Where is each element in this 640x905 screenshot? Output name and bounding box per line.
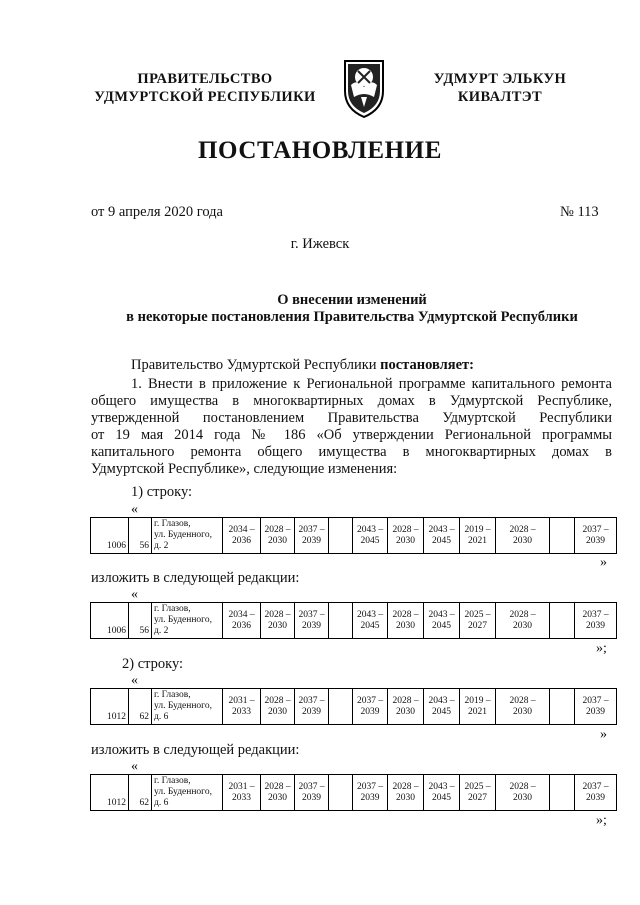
year-value: 2045 bbox=[432, 620, 451, 631]
cell-empty bbox=[550, 603, 575, 639]
cell-years bbox=[388, 518, 424, 554]
year-value: 2037 – bbox=[298, 609, 325, 620]
item2-label: 2) строку: bbox=[122, 656, 184, 672]
year-value: 2034 – bbox=[228, 524, 255, 535]
cell-empty bbox=[329, 775, 353, 811]
year-value: 2037 – bbox=[298, 781, 325, 792]
addr-line: д. 6 bbox=[154, 798, 169, 808]
year-value: 2030 bbox=[396, 792, 415, 803]
year-value: 2039 bbox=[302, 792, 321, 803]
year-value: 2028 – bbox=[392, 695, 419, 706]
cell-id: 1012 bbox=[91, 775, 129, 811]
year-value: 2037 – bbox=[356, 695, 384, 706]
year-value: 2030 bbox=[396, 706, 415, 717]
org-name-udmurt-line1: УДМУРТ ЭЛЬКУН bbox=[433, 71, 567, 87]
year-value: 2037 – bbox=[582, 609, 609, 620]
year-value: 2030 bbox=[268, 792, 287, 803]
table-row-old-1006 bbox=[90, 517, 617, 554]
year-value: 2028 – bbox=[264, 609, 291, 620]
year-value: 2027 bbox=[468, 792, 487, 803]
year-value: 2028 – bbox=[509, 524, 536, 535]
year-value: 2021 bbox=[468, 706, 487, 717]
open-quote: « bbox=[131, 587, 138, 602]
cell-years bbox=[575, 689, 617, 725]
cell-years bbox=[223, 518, 261, 554]
year-value: 2045 bbox=[360, 620, 380, 631]
cell-years bbox=[295, 603, 329, 639]
cell-years bbox=[424, 603, 460, 639]
cell-empty bbox=[550, 689, 575, 725]
addr-line: ул. Буденного, bbox=[154, 787, 212, 797]
year-value: 2039 bbox=[302, 620, 321, 631]
cell-empty bbox=[329, 689, 353, 725]
year-value: 2033 bbox=[232, 706, 251, 717]
para1-line: утвержденной постановлением Правительства Удмуртской Республики bbox=[91, 410, 612, 426]
cell-years bbox=[295, 518, 329, 554]
cell-years bbox=[388, 775, 424, 811]
year-value: 2037 – bbox=[582, 781, 609, 792]
cell-years bbox=[223, 689, 261, 725]
cell-address bbox=[152, 603, 223, 639]
year-value: 2030 bbox=[396, 535, 415, 546]
year-value: 2028 – bbox=[264, 695, 291, 706]
year-value: 2034 – bbox=[228, 609, 255, 620]
year-value: 2039 bbox=[586, 706, 605, 717]
year-value: 2043 – bbox=[356, 524, 384, 535]
year-value: 2030 bbox=[268, 535, 287, 546]
year-value: 2039 bbox=[360, 706, 380, 717]
document-city: г. Ижевск bbox=[290, 236, 350, 252]
cell-years bbox=[460, 775, 496, 811]
year-value: 2039 bbox=[586, 792, 605, 803]
year-value: 2021 bbox=[468, 535, 487, 546]
year-value: 2030 bbox=[513, 706, 532, 717]
year-value: 2045 bbox=[432, 706, 451, 717]
cell-years bbox=[460, 689, 496, 725]
cell-id: 1006 bbox=[91, 518, 129, 554]
cell-years bbox=[295, 775, 329, 811]
cell-empty bbox=[329, 603, 353, 639]
cell-num: 56 bbox=[129, 603, 152, 639]
addr-line: г. Глазов, bbox=[154, 776, 191, 786]
cell-years bbox=[460, 518, 496, 554]
year-value: 2030 bbox=[268, 620, 287, 631]
cell-years bbox=[496, 518, 550, 554]
intro-paragraph bbox=[131, 357, 474, 374]
cell-address bbox=[152, 689, 223, 725]
year-value: 2019 – bbox=[464, 695, 491, 706]
addr-line: ул. Буденного, bbox=[154, 701, 212, 711]
year-value: 2027 bbox=[468, 620, 487, 631]
year-value: 2039 bbox=[360, 792, 380, 803]
subject-line1: О внесении изменений bbox=[277, 292, 427, 308]
cell-num: 56 bbox=[129, 518, 152, 554]
year-value: 2039 bbox=[302, 706, 321, 717]
org-name-line2: УДМУРТСКОЙ РЕСПУБЛИКИ bbox=[94, 89, 316, 105]
item1-label: 1) строку: bbox=[131, 484, 193, 500]
year-value: 2025 – bbox=[464, 781, 491, 792]
cell-years bbox=[353, 603, 388, 639]
close-quote-semicolon: »; bbox=[596, 813, 607, 828]
year-value: 2039 bbox=[302, 535, 321, 546]
year-value: 2030 bbox=[396, 620, 415, 631]
table-row-new-1012 bbox=[90, 774, 617, 811]
table-row-new-1006 bbox=[90, 602, 617, 639]
year-value: 2028 – bbox=[264, 524, 291, 535]
year-value: 2028 – bbox=[509, 609, 536, 620]
org-name-line1: ПРАВИТЕЛЬСТВО bbox=[137, 71, 273, 87]
cell-years bbox=[223, 603, 261, 639]
org-name-udmurt-line2: КИВАЛТЭТ bbox=[457, 89, 543, 105]
cell-id: 1012 bbox=[91, 689, 129, 725]
year-value: 2028 – bbox=[392, 609, 419, 620]
para1-line: общего имущества в многоквартирных домах в Удмуртской Республике, bbox=[91, 393, 612, 409]
close-quote-semicolon: »; bbox=[596, 641, 607, 656]
year-value: 2030 bbox=[513, 620, 532, 631]
cell-years bbox=[460, 603, 496, 639]
year-value: 2030 bbox=[513, 792, 532, 803]
cell-years bbox=[223, 775, 261, 811]
open-quote: « bbox=[131, 759, 138, 774]
replace-label: изложить в следующей редакции: bbox=[91, 570, 300, 586]
cell-years bbox=[575, 603, 617, 639]
year-value: 2036 bbox=[232, 620, 251, 631]
addr-line: ул. Буденного, bbox=[154, 530, 212, 540]
year-value: 2030 bbox=[513, 535, 532, 546]
year-value: 2037 – bbox=[356, 781, 384, 792]
year-value: 2036 bbox=[232, 535, 251, 546]
cell-empty bbox=[550, 518, 575, 554]
year-value: 2043 – bbox=[428, 781, 455, 792]
cell-years bbox=[424, 775, 460, 811]
cell-years bbox=[496, 689, 550, 725]
document-type: ПОСТАНОВЛЕНИЕ bbox=[197, 137, 443, 164]
year-value: 2033 bbox=[232, 792, 251, 803]
intro-bold: постановляет: bbox=[380, 357, 474, 373]
year-value: 2043 – bbox=[428, 524, 455, 535]
addr-line: г. Глазов, bbox=[154, 690, 191, 700]
cell-years bbox=[575, 518, 617, 554]
open-quote: « bbox=[131, 673, 138, 688]
year-value: 2037 – bbox=[582, 524, 609, 535]
year-value: 2043 – bbox=[356, 609, 384, 620]
para1-line: капитального ремонта общего имущества в многоквартирных домах в bbox=[91, 444, 612, 460]
cell-years bbox=[496, 775, 550, 811]
addr-line: г. Глазов, bbox=[154, 519, 191, 529]
cell-years bbox=[353, 689, 388, 725]
year-value: 2043 – bbox=[428, 609, 455, 620]
year-value: 2030 bbox=[268, 706, 287, 717]
cell-num: 62 bbox=[129, 689, 152, 725]
year-value: 2028 – bbox=[392, 524, 419, 535]
year-value: 2039 bbox=[586, 535, 605, 546]
addr-line: ул. Буденного, bbox=[154, 615, 212, 625]
year-value: 2019 – bbox=[464, 524, 491, 535]
cell-address bbox=[152, 775, 223, 811]
close-quote: » bbox=[600, 555, 607, 570]
year-value: 2045 bbox=[432, 792, 451, 803]
org-name-russian bbox=[80, 70, 330, 106]
addr-line: д. 6 bbox=[154, 712, 169, 722]
coat-of-arms-icon bbox=[341, 57, 387, 119]
year-value: 2031 – bbox=[228, 695, 255, 706]
year-value: 2025 – bbox=[464, 609, 491, 620]
addr-line: д. 2 bbox=[154, 541, 169, 551]
cell-years bbox=[261, 518, 295, 554]
open-quote: « bbox=[131, 502, 138, 517]
cell-years bbox=[261, 775, 295, 811]
cell-years bbox=[388, 603, 424, 639]
year-value: 2037 – bbox=[582, 695, 609, 706]
para1-line: от 19 мая 2014 года № 186 «Об утверждении Региональной программы bbox=[91, 427, 612, 443]
year-value: 2028 – bbox=[509, 695, 536, 706]
year-value: 2043 – bbox=[428, 695, 455, 706]
cell-id: 1006 bbox=[91, 603, 129, 639]
para1-line: Удмуртской Республике», следующие изменения: bbox=[91, 461, 398, 477]
cell-num: 62 bbox=[129, 775, 152, 811]
cell-years bbox=[496, 603, 550, 639]
close-quote: » bbox=[600, 727, 607, 742]
year-value: 2037 – bbox=[298, 695, 325, 706]
cell-years bbox=[388, 689, 424, 725]
intro-text: Правительство Удмуртской Республики bbox=[131, 357, 381, 373]
year-value: 2028 – bbox=[392, 781, 419, 792]
document-subject bbox=[0, 292, 640, 326]
cell-years bbox=[353, 518, 388, 554]
year-value: 2037 – bbox=[298, 524, 325, 535]
cell-years bbox=[261, 603, 295, 639]
subject-line2: в некоторые постановления Правительства Удмуртской Республики bbox=[126, 309, 578, 325]
year-value: 2028 – bbox=[509, 781, 536, 792]
addr-line: д. 2 bbox=[154, 626, 169, 636]
table-row-old-1012 bbox=[90, 688, 617, 725]
cell-empty bbox=[329, 518, 353, 554]
cell-empty bbox=[550, 775, 575, 811]
cell-years bbox=[424, 689, 460, 725]
cell-years bbox=[575, 775, 617, 811]
addr-line: г. Глазов, bbox=[154, 604, 191, 614]
replace-label: изложить в следующей редакции: bbox=[91, 742, 300, 758]
cell-years bbox=[424, 518, 460, 554]
cell-years bbox=[295, 689, 329, 725]
org-name-udmurt bbox=[405, 70, 595, 106]
year-value: 2031 – bbox=[228, 781, 255, 792]
cell-address bbox=[152, 518, 223, 554]
para1-line: 1. Внести в приложение к Региональной программе капитального ремонта bbox=[131, 376, 612, 392]
document-date: от 9 апреля 2020 года bbox=[91, 204, 223, 220]
year-value: 2028 – bbox=[264, 781, 291, 792]
cell-years bbox=[261, 689, 295, 725]
paragraph-1 bbox=[91, 376, 612, 478]
year-value: 2045 bbox=[432, 535, 451, 546]
year-value: 2039 bbox=[586, 620, 605, 631]
cell-years bbox=[353, 775, 388, 811]
document-number: № 113 bbox=[560, 204, 599, 220]
year-value: 2045 bbox=[360, 535, 380, 546]
